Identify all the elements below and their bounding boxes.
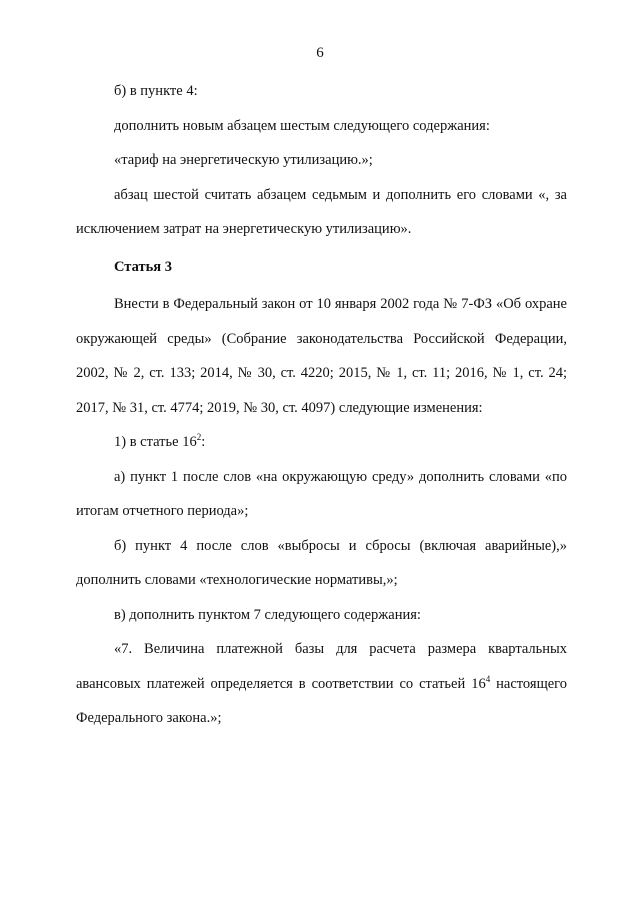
superscript-4: 4 bbox=[485, 673, 491, 684]
paragraph-item-b-point-4: б) в пункте 4: bbox=[114, 83, 198, 99]
paragraph-tariff-quote: «тариф на энергетическую утилизацию.»; bbox=[114, 152, 373, 168]
document-body bbox=[76, 74, 567, 736]
paragraph-article-16-2 bbox=[76, 425, 567, 460]
article-heading: Статья 3 bbox=[114, 258, 172, 275]
superscript-2: 2 bbox=[196, 432, 202, 443]
paragraph-item-a: а) пункт 1 после слов «на окружающую среду» дополнить словами «по итогам отчетного периода»; bbox=[76, 468, 567, 519]
paragraph-article-16-2-text: 1) в статье 16 bbox=[114, 434, 197, 450]
paragraph-amend-law: Внести в Федеральный закон от 10 января 2002 года № 7-ФЗ «Об охране окружающей среды» (Собрание законодательства Российской Федерации, 2002, № 2, ст. 133; 2014, № 30, ст. 4220; 2015, № 1, ст. 11; 2016, № 1, ст. 24; 2017, № 31, ст. 4774; 2019, № 30, ст. 4097) следующие изменения: bbox=[76, 296, 567, 416]
paragraph-point-7-text: «7. Величина платежной базы для расчета размера квартальных авансовых платежей определяется в соответствии со статьей 16 bbox=[76, 641, 567, 692]
paragraph-item-v: в) дополнить пунктом 7 следующего содержания: bbox=[114, 606, 421, 623]
paragraph-article-16-2-tail: : bbox=[201, 434, 206, 450]
paragraph-point-7-quote bbox=[76, 632, 567, 736]
paragraph-sixth-abzac-renumber: абзац шестой считать абзацем седьмым и дополнить его словами «, за исключением затрат на энергетическую утилизацию». bbox=[76, 186, 567, 237]
paragraph-point-7-tail: настоящего Федерального закона.»; bbox=[76, 675, 568, 726]
paragraph-add-sixth-abzac: дополнить новым абзацем шестым следующего содержания: bbox=[114, 117, 490, 134]
page-number: 6 bbox=[316, 45, 324, 61]
paragraph-item-b: б) пункт 4 после слов «выбросы и сбросы (включая аварийные),» дополнить словами «технологические нормативы,»; bbox=[76, 537, 567, 588]
